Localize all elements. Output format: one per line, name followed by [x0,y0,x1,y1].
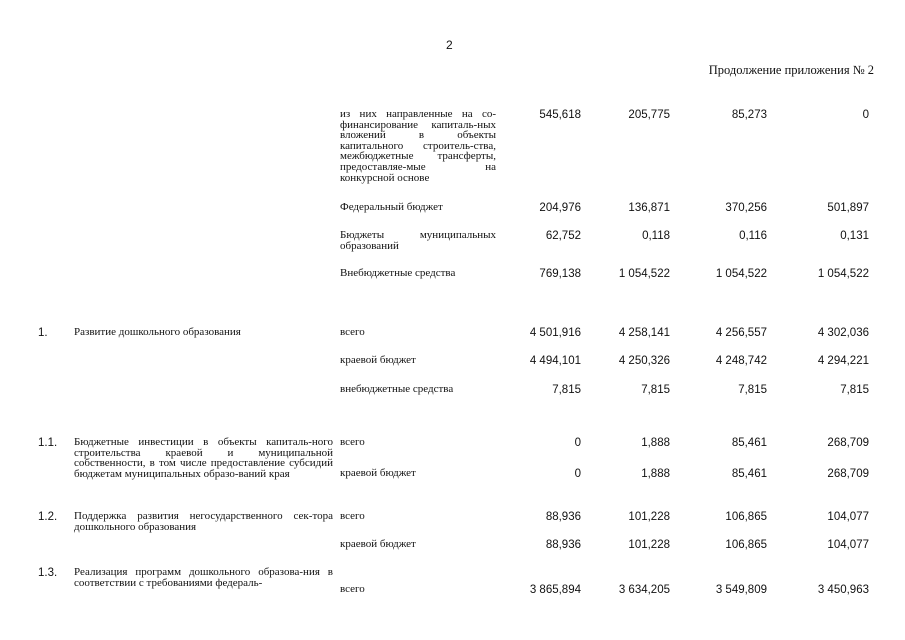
value-cell: 4 294,221 [817,355,869,367]
row-number: 1.2. [38,511,58,523]
value-cell: 0 [862,109,869,121]
funding-source: Бюджеты муниципальных образований [340,229,496,252]
value-cell: 106,865 [725,539,767,551]
value-cell: 4 302,036 [817,327,869,339]
row-number: 1.1. [38,437,58,449]
value-cell: 1 054,522 [618,268,670,280]
value-cell: 85,461 [731,437,767,449]
value-cell: 4 256,557 [715,327,767,339]
value-cell: 62,752 [545,230,581,242]
funding-source: всего [340,436,365,448]
value-cell: 88,936 [545,511,581,523]
value-cell: 4 248,742 [715,355,767,367]
value-cell: 104,077 [827,539,869,551]
value-cell: 0,131 [840,230,869,242]
row-title: Развитие дошкольного образования [74,326,241,338]
value-cell: 85,273 [731,109,767,121]
funding-source: всего [340,510,365,522]
funding-source: всего [340,583,365,595]
funding-source: краевой бюджет [340,354,416,366]
value-cell: 4 250,326 [618,355,670,367]
value-cell: 4 258,141 [618,327,670,339]
funding-source: Федеральный бюджет [340,201,443,213]
funding-source: внебюджетные средства [340,383,454,395]
value-cell: 3 450,963 [817,584,869,596]
value-cell: 204,976 [539,202,581,214]
value-cell: 7,815 [641,384,670,396]
funding-source: краевой бюджет [340,467,416,479]
page-number: 2 [446,38,453,52]
value-cell: 1 054,522 [817,268,869,280]
value-cell: 268,709 [827,437,869,449]
value-cell: 370,256 [725,202,767,214]
value-cell: 0 [574,437,581,449]
funding-source: краевой бюджет [340,538,416,550]
value-cell: 3 549,809 [715,584,767,596]
continuation-title: Продолжение приложения № 2 [708,63,874,77]
value-cell: 1,888 [641,468,670,480]
value-cell: 769,138 [539,268,581,280]
row-title: Бюджетные инвестиции в объекты капиталь-ного строительства краевой и муниципальной собственности, в том числе предоставление субсидий бюджетам муниципальных образо-ваний края [74,436,333,480]
value-cell: 1,888 [641,437,670,449]
value-cell: 106,865 [725,511,767,523]
value-cell: 205,775 [628,109,670,121]
row-title: Реализация программ дошкольного образова-ния в соответствии с требованиями федераль- [74,566,333,589]
funding-source: из них направленные на со-финансирование капиталь-ных вложений в объекты капитального строитель-ства, межбюджетные трансферты, предоставляе-мые на конкурсной основе [340,108,496,184]
value-cell: 136,871 [628,202,670,214]
value-cell: 88,936 [545,539,581,551]
funding-source: всего [340,326,365,338]
value-cell: 104,077 [827,511,869,523]
value-cell: 4 501,916 [529,327,581,339]
value-cell: 0,118 [642,230,670,242]
value-cell: 3 865,894 [529,584,581,596]
row-number: 1.3. [38,567,58,579]
value-cell: 3 634,205 [618,584,670,596]
value-cell: 0 [574,468,581,480]
value-cell: 0,116 [739,230,767,242]
value-cell: 268,709 [827,468,869,480]
row-title: Поддержка развития негосударственного сек-тора дошкольного образования [74,510,333,533]
value-cell: 7,815 [552,384,581,396]
funding-source: Внебюджетные средства [340,267,456,279]
value-cell: 4 494,101 [529,355,581,367]
value-cell: 1 054,522 [715,268,767,280]
value-cell: 501,897 [827,202,869,214]
value-cell: 7,815 [840,384,869,396]
value-cell: 7,815 [738,384,767,396]
value-cell: 101,228 [628,539,670,551]
value-cell: 85,461 [731,468,767,480]
value-cell: 101,228 [628,511,670,523]
value-cell: 545,618 [539,109,581,121]
row-number: 1. [38,327,48,339]
